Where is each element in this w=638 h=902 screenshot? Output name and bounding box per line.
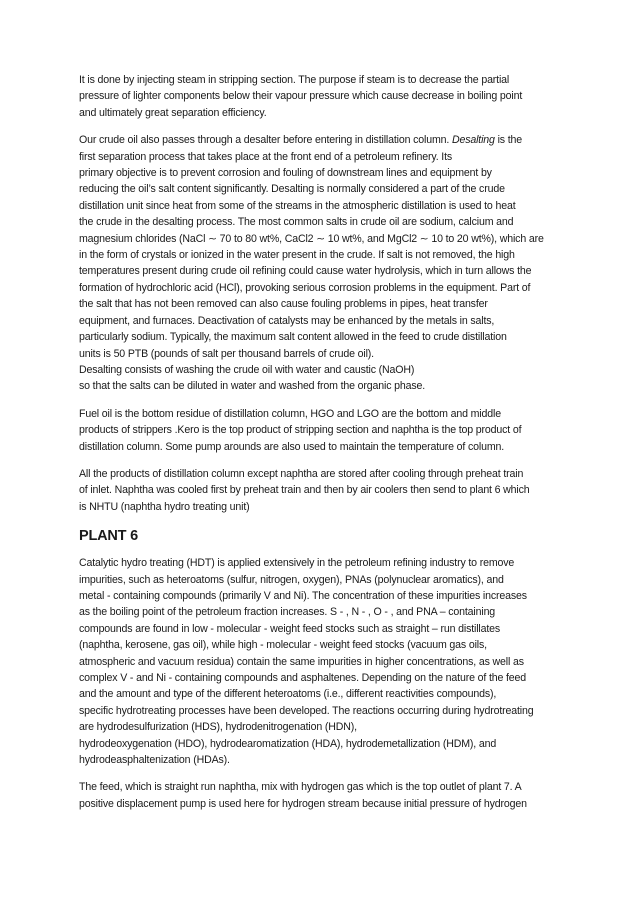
text-line: magnesium chlorides (NaCl ∼ 70 to 80 wt%, CaCl2 ∼ 10 wt%, and MgCl2 ∼ 10 to 20 wt%), which are [79,232,544,245]
text-line: reducing the oil’s salt content significantly. Desalting is normally considered a part of the crude [79,183,505,196]
text-line: in the form of crystals or ionized in the water present in the crude. If salt is not removed, the high [79,249,515,262]
text-line: pressure of lighter components below their vapour pressure which cause decrease in boiling point [79,90,523,103]
section-heading: PLANT 6 [79,528,139,545]
text-line: products of strippers .Kero is the top product of stripping section and naphtha is the top product of [79,424,522,437]
paragraph-hydrotreating [79,555,586,768]
text-line: Catalytic hydro treating (HDT) is applied extensively in the petroleum refining industry to remove [79,557,515,570]
text-line: compounds are found in low - molecular - weight feed stocks such as straight – run distillates [79,622,501,635]
text-line: temperatures present during crude oil refining could cause water hydrolysis, which in turn allows the [79,265,532,278]
text-line: of inlet. Naphtha was cooled first by preheat train and then by air coolers then send to plant 6 which [79,484,530,497]
text-line: first separation process that takes place at the front end of a petroleum refinery. Its [79,150,453,163]
paragraph-products [79,466,586,515]
text-line: It is done by injecting steam in stripping section. The purpose if steam is to decrease the partial [79,74,510,86]
text-line: formation of hydrochloric acid (HCl), provoking serious corrosion problems in the equipment. Part of [79,281,531,294]
paragraph-stripping-steam [79,72,586,121]
text-line: particularly sodium. Typically, the maximum salt content allowed in the feed to crude distillation [79,331,507,344]
text-line: All the products of distillation column except naphtha are stored after cooling through preheat train [79,467,524,480]
text-line: and ultimately great separation efficiency. [79,106,267,119]
text-line: so that the salts can be diluted in water and washed from the organic phase. [79,380,426,393]
text-line: units is 50 PTB (pounds of salt per thousand barrels of crude oil). [79,347,374,360]
text-line: the salt that has not been removed can also cause fouling problems in pipes, heat transfer [79,298,488,311]
text-line: hydrodeasphaltenization (HDAs). [79,754,230,767]
text-line: The feed, which is straight run naphtha, mix with hydrogen gas which is the top outlet of plant 7. A [79,781,522,794]
text-line: metal - containing compounds (primarily V and Ni). The concentration of these impurities increases [79,589,527,602]
paragraph-desalting [79,132,586,395]
text-line: are hydrodesulfurization (HDS), hydrodenitrogenation (HDN), [79,721,357,734]
text-line: complex V - and Ni - containing compounds and asphaltenes. Depending on the nature of the feed [79,672,527,684]
text-line: positive displacement pump is used here for hydrogen stream because initial pressure of hydrogen [79,797,527,810]
text-line: equipment, and furnaces. Deactivation of catalysts may be enhanced by the metals in salts, [79,314,495,327]
text-line: and the amount and type of the different heteroatoms (i.e., different reactivities compounds), [79,688,497,701]
text-line: the crude in the desalting process. The most common salts in crude oil are sodium, calcium and [79,216,514,229]
text-line: (naphtha, kerosene, gas oil), while high - molecular - weight feed stocks (vacuum gas oils, [79,639,487,652]
text-span: Our crude oil also passes through a desalter before entering in distillation column. [79,134,452,147]
text-line: distillation unit since heat from some of the streams in the atmospheric distillation is used to heat [79,199,516,212]
text-line: hydrodeoxygenation (HDO), hydrodearomatization (HDA), hydrodemetallization (HDM), and [79,737,497,750]
text-span: is the [494,134,523,147]
text-line: atmospheric and vacuum residua) contain the same impurities in higher concentrations, as well as [79,655,524,668]
text-line: Fuel oil is the bottom residue of distillation column, HGO and LGO are the bottom and middle [79,407,501,420]
text-line: distillation column. Some pump arounds are also used to maintain the temperature of column. [79,440,505,453]
emphasis-desalting: Desalting [451,134,495,147]
paragraph-fuel-oil [79,406,586,455]
text-line: is NHTU (naphtha hydro treating unit) [79,500,250,513]
text-line: impurities, such as heteroatoms (sulfur, nitrogen, oxygen), PNAs (polynuclear aromatics), and [79,573,504,586]
text-line: as the boiling point of the petroleum fraction increases. S - , N - , O - , and PNA – containing [79,606,496,619]
paragraph-feed [79,779,586,812]
text-line: specific hydrotreating processes have been developed. The reactions occurring during hydrotreating [79,704,534,717]
text-line: Desalting consists of washing the crude oil with water and caustic (NaOH) [79,363,415,376]
text-line [79,132,586,148]
text-line: primary objective is to prevent corrosion and fouling of downstream lines and equipment by [79,167,492,180]
